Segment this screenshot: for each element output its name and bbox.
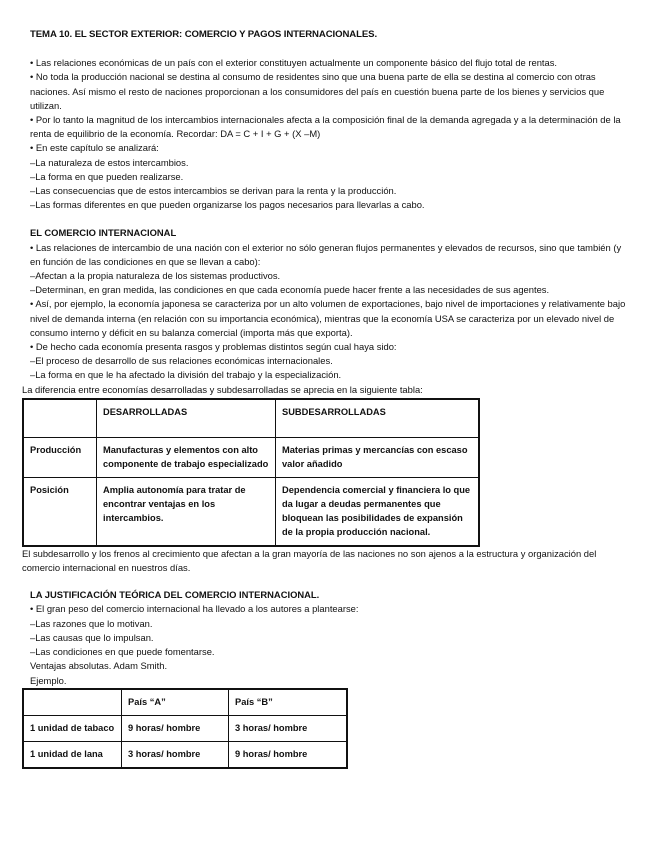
section-paragraph: Ejemplo. <box>30 674 67 686</box>
intro-paragraph: • En este capítulo se analizará: <box>30 142 159 154</box>
section-list-item: –Las razones que lo motivan. <box>30 617 153 629</box>
intro-paragraph: • No toda la producción nacional se destina al consumo de residentes sino que una buena parte de ella se destina al comercio con otras naciones. Así mismo el resto de naciones proporcionan a los consumidores del país en cuestión buena parte de los bienes y servicios que utilizan. <box>30 71 605 111</box>
section-list-item: –Las condiciones en que puede fomentarse. <box>30 646 215 658</box>
table-row-label: Posición <box>23 477 97 546</box>
section-list-item: –El proceso de desarrollo de sus relaciones económicas internacionales. <box>30 355 333 367</box>
section-paragraph: • De hecho cada economía presenta rasgos y problemas distintos según cual haya sido: <box>30 341 397 353</box>
document-title: TEMA 10. EL SECTOR EXTERIOR: COMERCIO Y PAGOS INTERNACIONALES. <box>30 29 378 40</box>
section-heading-justificacion: LA JUSTIFICACIÓN TEÓRICA DEL COMERCIO INTERNACIONAL. <box>30 589 320 601</box>
table-header-row <box>23 399 479 438</box>
table-header-cell: País “A” <box>122 689 229 716</box>
table-row <box>23 477 479 546</box>
table-header-cell: SUBDESARROLLADAS <box>276 399 480 438</box>
table-row-label: Producción <box>23 437 97 477</box>
table-header-cell: País “B” <box>229 689 348 716</box>
section-paragraph: La diferencia entre economías desarrolladas y subdesarrolladas se aprecia en la siguiente tabla: <box>22 383 423 395</box>
section-paragraph: Ventajas absolutas. Adam Smith. <box>30 660 168 672</box>
table-header-cell <box>23 399 97 438</box>
intro-list-item: –La naturaleza de estos intercambios. <box>30 156 189 168</box>
table-header-cell <box>23 689 122 716</box>
intro-section <box>30 56 628 212</box>
intro-list-item: –Las formas diferentes en que pueden organizarse los pagos necesarios para llevarlas a cabo. <box>30 199 425 211</box>
economies-comparison-table <box>22 398 480 547</box>
table-row <box>23 715 347 741</box>
table-cell: 3 horas/ hombre <box>122 741 229 768</box>
section-heading-comercio: EL COMERCIO INTERNACIONAL <box>30 227 177 239</box>
intro-paragraph: • Las relaciones económicas de un país con el exterior constituyen actualmente un componente básico del flujo total de rentas. <box>30 57 558 69</box>
table-cell: 9 horas/ hombre <box>229 741 348 768</box>
section-paragraph: • Así, por ejemplo, la economía japonesa se caracteriza por un alto volumen de exportaciones, bajo nivel de importaciones y relativamente bajo nivel de demanda interna (en relación con su importancia económica), mientras que la economía USA se caracteriza por un elevado nivel de consumo interno y déficit en su balanza comercial (importa más que exporta). <box>30 298 626 338</box>
section-paragraph: • Las relaciones de intercambio de una nación con el exterior no sólo generan flujos permanentes y elevados de recursos, sino que también (y en función de las condiciones en que se llevan a cabo): <box>30 241 622 267</box>
section-list-item: –Las causas que lo impulsan. <box>30 631 154 643</box>
section-list-item: –La forma en que le ha afectado la división del trabajo y la especialización. <box>30 369 342 381</box>
document-page <box>22 28 628 769</box>
justificacion-section <box>30 602 628 687</box>
intro-list-item: –Las consecuencias que de estos intercambios se derivan para la renta y la producción. <box>30 185 397 197</box>
table-cell: Manufacturas y elementos con alto componente de trabajo especializado <box>97 437 276 477</box>
comercio-section <box>22 241 628 397</box>
table-cell: Dependencia comercial y financiera lo que da lugar a deudas permanentes que bloquean las posibilidades de expansión de la propia producción nacional. <box>276 477 480 546</box>
table-cell: 9 horas/ hombre <box>122 715 229 741</box>
absolute-advantage-table <box>22 688 348 769</box>
table-row <box>23 741 347 768</box>
table-row-label: 1 unidad de lana <box>23 741 122 768</box>
table-cell: 3 horas/ hombre <box>229 715 348 741</box>
section-paragraph: El subdesarrollo y los frenos al crecimiento que afectan a la gran mayoría de las naciones no son ajenos a la estructura y organización del comercio internacional en nuestros días. <box>22 547 597 574</box>
section-list-item: –Afectan a la propia naturaleza de los sistemas productivos. <box>30 270 281 282</box>
section-paragraph: • El gran peso del comercio internacional ha llevado a los autores a plantearse: <box>30 603 359 615</box>
section-list-item: –Determinan, en gran medida, las condiciones en que cada economía puede hacer frente a las necesidades de sus agentes. <box>30 284 550 296</box>
intro-paragraph: • Por lo tanto la magnitud de los intercambios internacionales afecta a la composición final de la demanda agregada y a la determinación de la renta de equilibrio de la economía. Recordar: DA = C + I + G + (X –M) <box>30 114 621 140</box>
intro-list-item: –La forma en que pueden realizarse. <box>30 170 184 182</box>
table-cell: Amplia autonomía para tratar de encontrar ventajas en los intercambios. <box>97 477 276 546</box>
table-header-cell: DESARROLLADAS <box>97 399 276 438</box>
table-row-label: 1 unidad de tabaco <box>23 715 122 741</box>
table-row <box>23 437 479 477</box>
table-cell: Materias primas y mercancías con escaso valor añadido <box>276 437 480 477</box>
table-header-row <box>23 689 347 716</box>
